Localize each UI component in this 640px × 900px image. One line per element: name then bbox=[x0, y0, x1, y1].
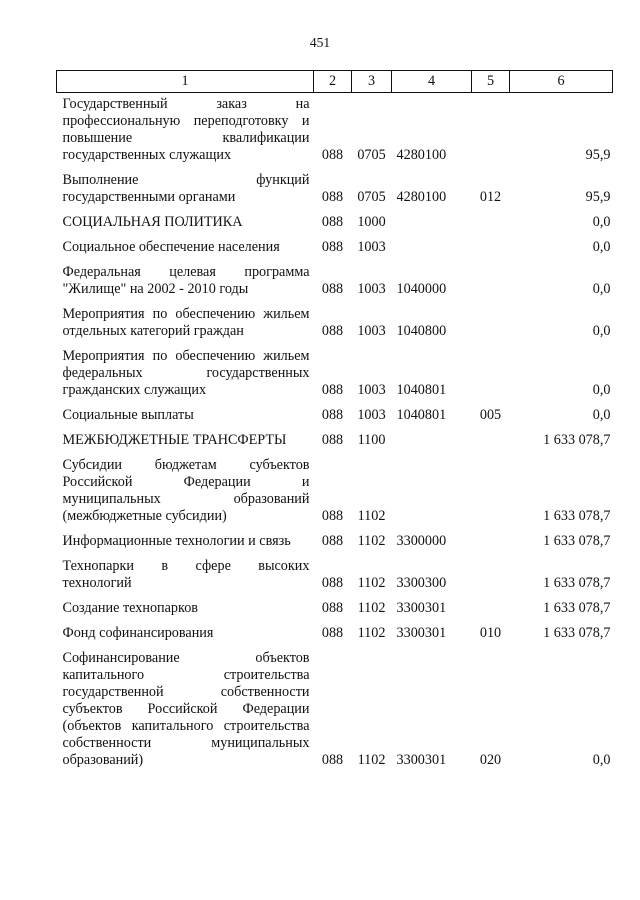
row-ministry-code: 088 bbox=[321, 508, 344, 524]
row-ministry-code: 088 bbox=[321, 382, 344, 398]
row-ministry-code: 088 bbox=[321, 214, 344, 230]
row-amount: 1 633 078,7 bbox=[543, 533, 611, 549]
row-ministry-code: 088 bbox=[321, 752, 344, 768]
row-name: Мероприятия по обеспечению жильем федеральных государственных гражданских служащих bbox=[62, 348, 310, 398]
row-name: Федеральная целевая программа "Жилище" на 2002 - 2010 годы bbox=[62, 264, 310, 297]
row-name: МЕЖБЮДЖЕТНЫЕ ТРАНСФЕРТЫ bbox=[62, 432, 287, 448]
row-ministry-code: 088 bbox=[321, 575, 344, 591]
row-expense-type bbox=[472, 206, 510, 231]
row-expense-type bbox=[472, 550, 510, 592]
header-cell-ministry: 2 bbox=[314, 71, 352, 93]
row-ministry-code: 088 bbox=[321, 407, 344, 423]
row-expense-type bbox=[472, 93, 510, 165]
page-number: 451 bbox=[309, 35, 331, 50]
row-target-code bbox=[392, 231, 472, 256]
row-expense-type bbox=[472, 449, 510, 525]
table-row bbox=[57, 399, 613, 424]
row-amount: 0,0 bbox=[592, 407, 611, 423]
header-cell-name: 1 bbox=[57, 71, 314, 93]
row-amount: 0,0 bbox=[592, 239, 611, 255]
table-header bbox=[57, 71, 613, 93]
table-row bbox=[57, 231, 613, 256]
row-ministry-code: 088 bbox=[321, 625, 344, 641]
row-amount: 0,0 bbox=[592, 281, 611, 297]
row-section-code: 1000 bbox=[357, 214, 386, 230]
row-target-code bbox=[392, 449, 472, 525]
row-expense-type bbox=[472, 231, 510, 256]
row-section-code: 1003 bbox=[357, 382, 386, 398]
row-section-code: 1102 bbox=[357, 508, 386, 524]
row-ministry-code: 088 bbox=[321, 189, 344, 205]
row-target-code bbox=[392, 206, 472, 231]
budget-table bbox=[56, 70, 613, 769]
row-amount: 0,0 bbox=[592, 382, 611, 398]
row-ministry-code: 088 bbox=[321, 281, 344, 297]
row-target-code: 4280100 bbox=[396, 147, 447, 163]
row-target-code: 3300301 bbox=[396, 600, 447, 616]
row-name: Фонд софинансирования bbox=[62, 625, 214, 641]
table-row bbox=[57, 256, 613, 298]
row-amount: 0,0 bbox=[592, 214, 611, 230]
table-row bbox=[57, 449, 613, 525]
row-section-code: 1102 bbox=[357, 533, 386, 549]
row-expense-type bbox=[472, 256, 510, 298]
row-target-code: 1040000 bbox=[396, 281, 447, 297]
row-target-code: 3300301 bbox=[396, 752, 447, 768]
row-amount: 95,9 bbox=[585, 189, 611, 205]
row-section-code: 1100 bbox=[357, 432, 386, 448]
row-amount: 1 633 078,7 bbox=[543, 508, 611, 524]
table-row bbox=[57, 93, 613, 165]
table-row bbox=[57, 340, 613, 399]
row-name: Софинансирование объектов капитального строительства государственной собственности субъектов Российской Федерации (объектов капитального строительства собственности муниципальных образований) bbox=[62, 650, 310, 768]
row-name: Технопарки в сфере высоких технологий bbox=[62, 558, 310, 591]
row-expense-type: 010 bbox=[479, 625, 502, 641]
row-target-code bbox=[392, 424, 472, 449]
table-row bbox=[57, 206, 613, 231]
row-ministry-code: 088 bbox=[321, 323, 344, 339]
row-amount: 1 633 078,7 bbox=[543, 575, 611, 591]
row-amount: 0,0 bbox=[592, 323, 611, 339]
row-section-code: 0705 bbox=[357, 189, 386, 205]
row-expense-type bbox=[472, 298, 510, 340]
row-target-code: 1040800 bbox=[396, 323, 447, 339]
row-expense-type: 020 bbox=[479, 752, 502, 768]
header-cell-amount: 6 bbox=[510, 71, 613, 93]
row-target-code: 1040801 bbox=[396, 407, 447, 423]
row-ministry-code: 088 bbox=[321, 147, 344, 163]
row-amount: 1 633 078,7 bbox=[543, 600, 611, 616]
table-row bbox=[57, 550, 613, 592]
table-row bbox=[57, 642, 613, 769]
row-section-code: 0705 bbox=[357, 147, 386, 163]
row-section-code: 1102 bbox=[357, 752, 386, 768]
row-ministry-code: 088 bbox=[321, 432, 344, 448]
row-target-code: 3300000 bbox=[396, 533, 447, 549]
row-target-code: 4280100 bbox=[396, 189, 447, 205]
row-section-code: 1003 bbox=[357, 323, 386, 339]
row-expense-type bbox=[472, 592, 510, 617]
row-expense-type: 005 bbox=[479, 407, 502, 423]
row-name: Мероприятия по обеспечению жильем отдельных категорий граждан bbox=[62, 306, 310, 339]
header-cell-target: 4 bbox=[392, 71, 472, 93]
row-amount: 1 633 078,7 bbox=[543, 625, 611, 641]
row-section-code: 1102 bbox=[357, 625, 386, 641]
table-row bbox=[57, 164, 613, 206]
row-expense-type bbox=[472, 340, 510, 399]
table-body bbox=[57, 93, 613, 770]
header-cell-type: 5 bbox=[472, 71, 510, 93]
row-name: Субсидии бюджетам субъектов Российской Федерации и муниципальных образований (межбюджетные субсидии) bbox=[62, 457, 310, 524]
row-section-code: 1003 bbox=[357, 239, 386, 255]
row-amount: 1 633 078,7 bbox=[543, 432, 611, 448]
row-target-code: 1040801 bbox=[396, 382, 447, 398]
row-target-code: 3300301 bbox=[396, 625, 447, 641]
row-amount: 0,0 bbox=[592, 752, 611, 768]
row-section-code: 1102 bbox=[357, 575, 386, 591]
row-name: Информационные технологии и связь bbox=[62, 533, 291, 549]
table-row bbox=[57, 525, 613, 550]
row-amount: 95,9 bbox=[585, 147, 611, 163]
table-row bbox=[57, 617, 613, 642]
row-name: СОЦИАЛЬНАЯ ПОЛИТИКА bbox=[62, 214, 243, 230]
row-section-code: 1102 bbox=[357, 600, 386, 616]
row-expense-type bbox=[472, 525, 510, 550]
row-section-code: 1003 bbox=[357, 281, 386, 297]
table-row bbox=[57, 592, 613, 617]
header-cell-section: 3 bbox=[352, 71, 392, 93]
row-expense-type: 012 bbox=[479, 189, 502, 205]
row-name: Государственный заказ на профессиональную переподготовку и повышение квалификации государственных служащих bbox=[62, 96, 310, 163]
row-name: Выполнение функций государственными органами bbox=[62, 172, 310, 205]
row-ministry-code: 088 bbox=[321, 533, 344, 549]
row-name: Социальное обеспечение населения bbox=[62, 239, 280, 255]
header-row bbox=[57, 71, 613, 93]
row-expense-type bbox=[472, 424, 510, 449]
row-name: Создание технопарков bbox=[62, 600, 198, 616]
table-row bbox=[57, 298, 613, 340]
table-row bbox=[57, 424, 613, 449]
row-name: Социальные выплаты bbox=[62, 407, 194, 423]
row-ministry-code: 088 bbox=[321, 239, 344, 255]
row-target-code: 3300300 bbox=[396, 575, 447, 591]
row-ministry-code: 088 bbox=[321, 600, 344, 616]
row-section-code: 1003 bbox=[357, 407, 386, 423]
